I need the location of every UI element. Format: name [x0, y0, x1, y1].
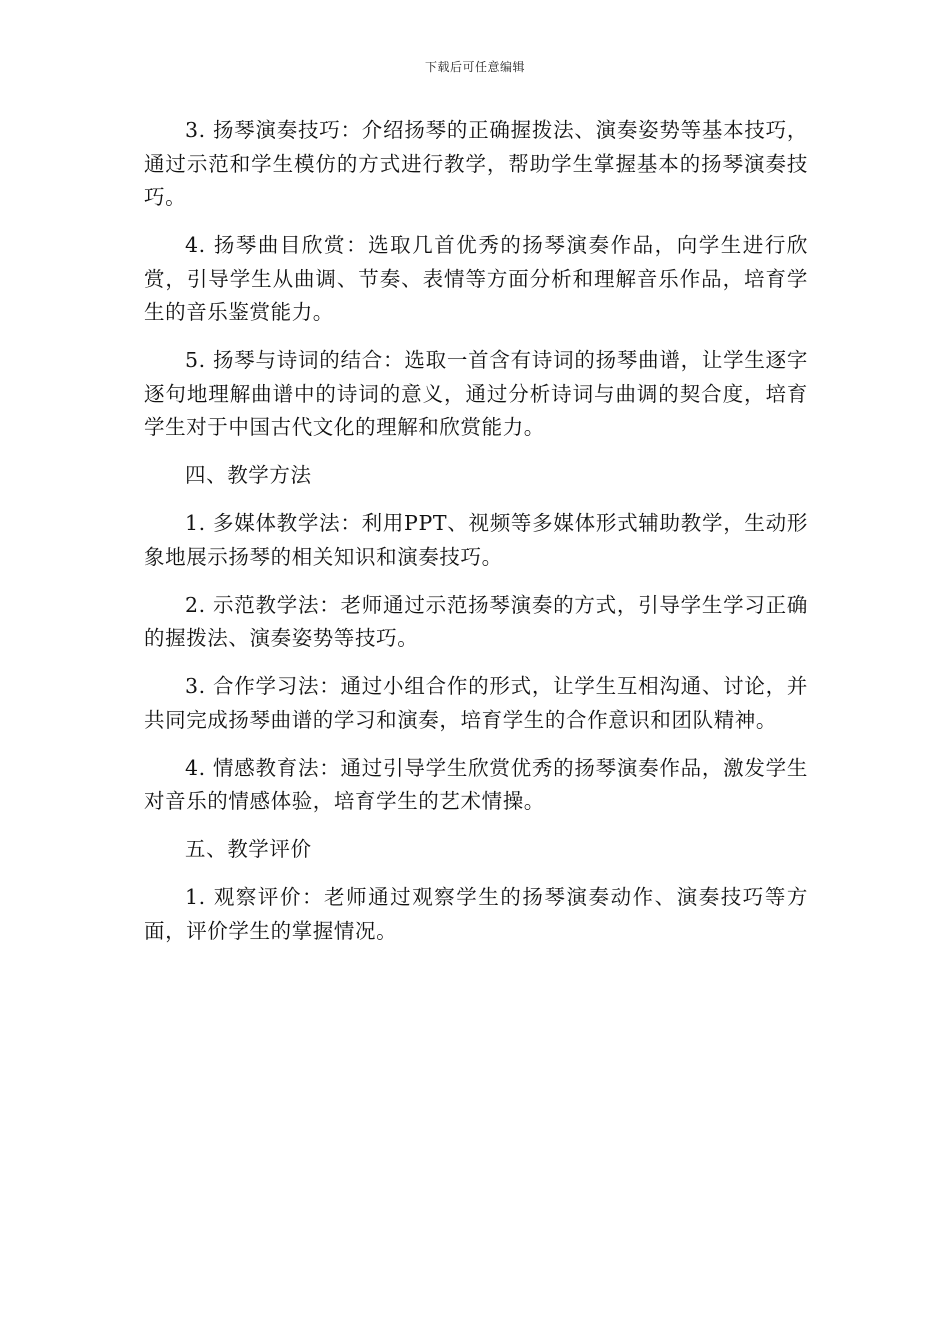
paragraph-multimedia-method: 1. 多媒体教学法：利用PPT、视频等多媒体形式辅助教学，生动形象地展示扬琴的相关知识和演奏技巧。: [144, 511, 808, 569]
document-body: [144, 114, 808, 963]
paragraph-demonstration-method: 2. 示范教学法：老师通过示范扬琴演奏的方式，引导学生学习正确的握拨法、演奏姿势等技巧。: [144, 592, 808, 650]
paragraph-poetry-combination: 5. 扬琴与诗词的结合：选取一首含有诗词的扬琴曲谱，让学生逐字逐句地理解曲谱中的诗词的意义，通过分析诗词与曲调的契合度，培育学生对于中国古代文化的理解和欣赏能力。: [144, 348, 808, 439]
page-header: 下载后可任意编辑: [424, 60, 525, 74]
paragraph-observation-evaluation: 1. 观察评价：老师通过观察学生的扬琴演奏动作、演奏技巧等方面，评价学生的掌握情况。: [144, 885, 808, 943]
section-heading-teaching-evaluation: 五、教学评价: [185, 837, 312, 861]
paragraph-yangqin-technique: 3. 扬琴演奏技巧：介绍扬琴的正确握拨法、演奏姿势等基本技巧，通过示范和学生模仿的方式进行教学，帮助学生掌握基本的扬琴演奏技巧。: [144, 118, 808, 209]
paragraph-repertoire-appreciation: 4. 扬琴曲目欣赏：选取几首优秀的扬琴演奏作品，向学生进行欣赏，引导学生从曲调、节奏、表情等方面分析和理解音乐作品，培育学生的音乐鉴赏能力。: [144, 233, 808, 324]
paragraph-cooperative-method: 3. 合作学习法：通过小组合作的形式，让学生互相沟通、讨论，并共同完成扬琴曲谱的学习和演奏，培育学生的合作意识和团队精神。: [144, 674, 808, 732]
paragraph-emotional-method: 4. 情感教育法：通过引导学生欣赏优秀的扬琴演奏作品，激发学生对音乐的情感体验，培育学生的艺术情操。: [144, 755, 808, 813]
section-heading-teaching-methods: 四、教学方法: [185, 463, 312, 487]
